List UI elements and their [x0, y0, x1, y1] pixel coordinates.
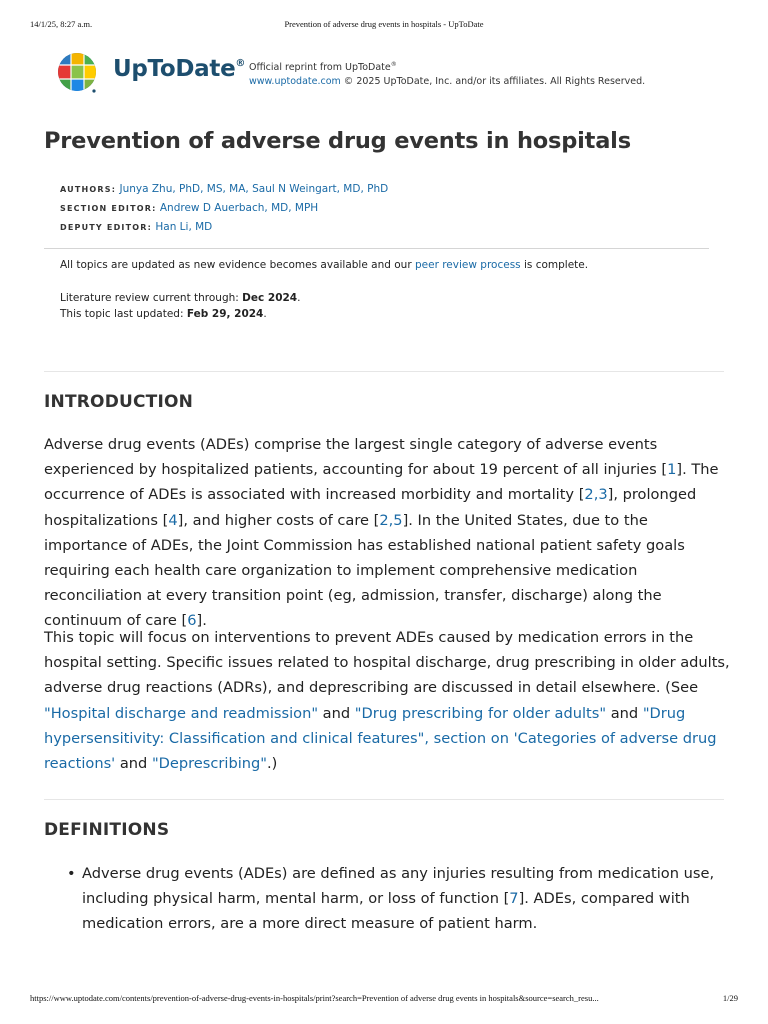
divider [44, 248, 709, 249]
section-editor-link[interactable]: Andrew D Auerbach, MD, MPH [159, 202, 319, 214]
print-datetime: 14/1/25, 8:27 a.m. [30, 19, 93, 29]
reference-link[interactable]: 1 [667, 461, 677, 479]
introduction-paragraph-2: This topic will focus on interventions to prevent ADEs caused by medication errors in the hospital setting. Specific issues related to hospital discharge, drug prescribing in older adults, adverse drug reactions (ADRs), and deprescribing are discussed in detail elsewhere. (See "Hospital discharge and readmission" and "Drug prescribing for older adults" and "Drug hypersensitivity: Classification and clinical features", section on 'Categories of adverse drug reactions' and "Deprescribing".) [44, 629, 730, 773]
reference-link[interactable]: 2,3 [584, 486, 608, 504]
reference-link[interactable]: 4 [168, 511, 178, 529]
uptodate-site-link[interactable]: www.uptodate.com [249, 76, 341, 88]
reprint-notice: Official reprint from UpToDate® www.uptodate.com © 2025 UpToDate, Inc. and/or its affiliates. All Rights Reserved. [249, 61, 646, 88]
topic-link-hospital-discharge[interactable]: "Hospital discharge and readmission" [44, 704, 319, 722]
print-page-number: 1/29 [722, 993, 738, 1003]
peer-review-link[interactable]: peer review process [414, 259, 521, 271]
credit-deputy-editor: DEPUTY EDITOR: Han Li, MD [60, 221, 213, 233]
update-notice: All topics are updated as new evidence becomes available and our peer review process is complete. [60, 259, 589, 271]
print-page-title: Prevention of adverse drug events in hospitals - UpToDate [284, 19, 484, 29]
introduction-heading: INTRODUCTION [44, 392, 194, 412]
credit-authors: AUTHORS: Junya Zhu, PhD, MS, MA, Saul N Weingart, MD, PhD [60, 183, 389, 195]
definitions-heading: DEFINITIONS [44, 820, 170, 840]
topic-meta [60, 257, 588, 322]
authors-link[interactable]: Junya Zhu, PhD, MS, MA, Saul N Weingart, MD, PhD [119, 183, 389, 195]
topic-link-drug-hypersensitivity[interactable]: "Drug hypersensitivity: Classification and clinical features", section on 'Categories of adverse drug reactions' [44, 704, 717, 773]
section-divider [44, 799, 724, 800]
bullet-icon: • [67, 865, 76, 882]
print-url: https://www.uptodate.com/contents/prevention-of-adverse-drug-events-in-hospitals/print?search=Prevention of adverse drug events in hospitals&source=search_resu... [30, 993, 599, 1003]
deputy-editor-link[interactable]: Han Li, MD [155, 221, 213, 233]
uptodate-logo-icon [58, 52, 98, 94]
list-item: • Adverse drug events (ADEs) are defined as any injuries resulting from medication use, including physical harm, mental harm, or loss of function [7]. ADEs, compared with medication errors, are a more direct measure of patient harm. [82, 861, 722, 937]
reference-link[interactable]: 6 [187, 612, 197, 630]
literature-review-date: Literature review current through: Dec 2024. [60, 292, 301, 304]
page-title: Prevention of adverse drug events in hospitals [44, 128, 631, 154]
logo-wordmark: UpToDate® [113, 56, 246, 82]
reference-link[interactable]: 2,5 [379, 511, 403, 529]
last-updated-date: This topic last updated: Feb 29, 2024. [60, 308, 267, 320]
reference-link[interactable]: 7 [509, 890, 519, 908]
article-credits [60, 180, 388, 237]
introduction-paragraph-1: Adverse drug events (ADEs) comprise the largest single category of adverse events experienced by hospitalized patients, accounting for about 19 percent of all injuries [1]. The occurrence of ADEs is associated with increased morbidity and mortality [2,3], prolonged hospitalizations [4], and higher costs of care [2,5]. In the United States, due to the importance of ADEs, the Joint Commission has established national patient safety goals requiring each health care organization to implement comprehensive medication reconciliation at every transition point (eg, admission, transfer, discharge) along the continuum of care [6]. [44, 436, 719, 630]
topic-link-deprescribing[interactable]: "Deprescribing" [151, 755, 268, 773]
credit-section-editor: SECTION EDITOR: Andrew D Auerbach, MD, MPH [60, 202, 319, 214]
topic-link-drug-prescribing[interactable]: "Drug prescribing for older adults" [354, 704, 607, 722]
section-divider [44, 371, 724, 372]
